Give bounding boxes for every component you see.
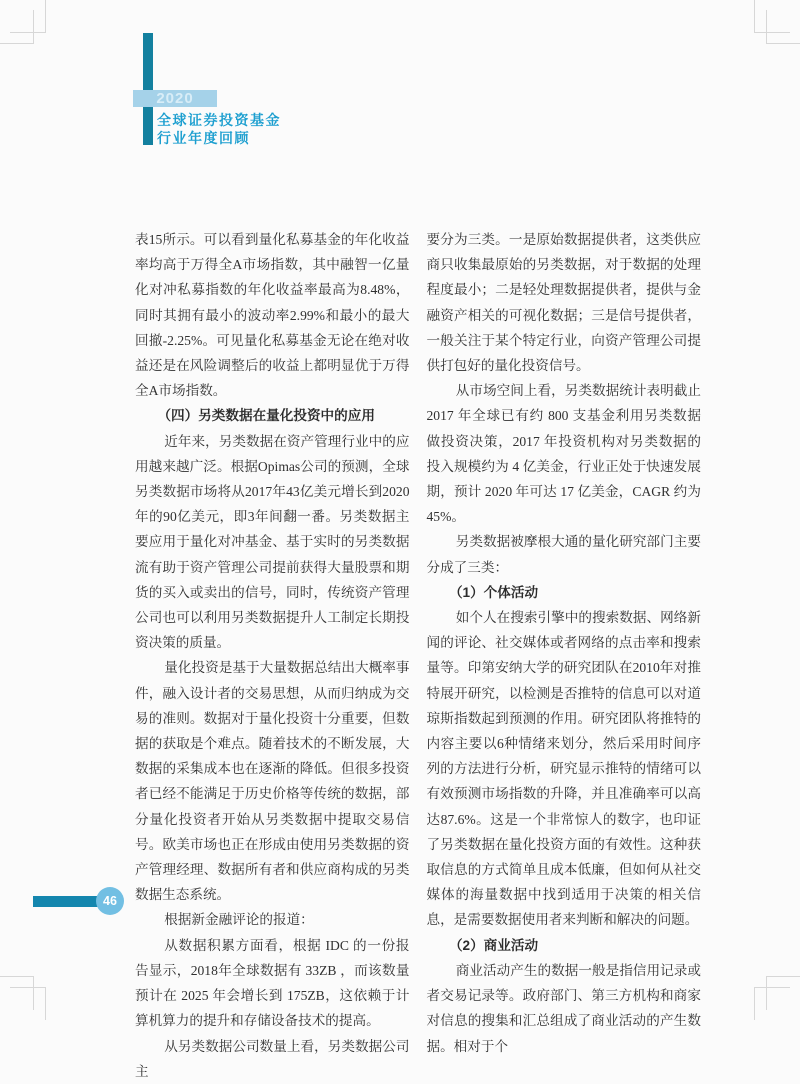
report-title-line1: 全球证券投资基金: [157, 112, 281, 128]
header-year: 2020: [156, 90, 194, 107]
header-year-box: [133, 90, 217, 107]
sub-heading: （2）商业活动: [448, 937, 539, 953]
paragraph: 从市场空间上看，另类数据统计表明截止 2017 年全球已有约 800 支基金利用另类数据做投资决策，2017 年投资机构对另类数据的投入规模约为 4 亿美金，行业正处于快速发展期，预计 2020 年可达 17 亿美金，CAGR 约为 45%。: [426, 383, 701, 525]
paragraph: 另类数据被摩根大通的量化研究部门主要分成了三类：: [426, 534, 701, 575]
paragraph: 如个人在搜索引擎中的搜索数据、网络新闻的评论、社交媒体或者网络的点击率和搜索量等。印第安纳大学的研究团队在2010年对推特展开研究，以检测是否推特的信息可以对道琼斯指数起到预测的作用。研究团队将推特的内容主要以6种情绪来划分，然后采用时间序列的方法进行分析，研究显示推特的情绪可以有效预测市场指数的升降，并且准确率可以高达87.6%。这是一个非常惊人的数字，也印证了另类数据在量化投资方面的有效性。这种获取信息的方式简单且成本低廉，但如何从社交媒体的海量数据中找到适用于决策的相关信息，是需要数据使用者来判断和解决的问题。: [426, 610, 701, 928]
page-number-badge: [96, 887, 124, 915]
page-number: 46: [103, 894, 117, 908]
paragraph: 根据新金融评论的报道：: [164, 912, 314, 928]
paragraph: 从另类数据公司数量上看，另类数据公司主: [135, 1038, 410, 1079]
paragraph: 近年来，另类数据在资产管理行业中的应用越来越广泛。根据Opimas公司的预测，全球另类数据市场将从2017年43亿美元增长到2020年的90亿美元，即3年间翻一番。另类数据主要应用于量化对冲基金、基于实时的另类数据流有助于资产管理公司提前获得大量股票和期货的买入或卖出的信号，同时，传统资产管理公司也可以利用另类数据提升人工制定长期投资决策的质量。: [135, 433, 410, 651]
crop-mark-top-right: [754, 0, 800, 46]
crop-mark-bottom-right: [754, 974, 800, 1020]
header-accent-bar: [143, 33, 153, 145]
section-heading: （四）另类数据在量化投资中的应用: [157, 408, 375, 424]
page-body: [135, 227, 701, 1079]
paragraph: 要分为三类。一是原始数据提供者，这类供应商只收集最原始的另类数据，对于数据的处理程度最小；二是轻处理数据提供者，提供与金融资产相关的可视化数据；三是信号提供者，一般关注于某个特定行业，向资产管理公司提供打包好的量化投资信号。: [426, 232, 701, 374]
crop-mark-top-left: [0, 0, 46, 46]
paragraph: 量化投资是基于大量数据总结出大概率事件，融入设计者的交易思想，从而归纳成为交易的准则。数据对于量化投资十分重要，但数据的获取是个难点。随着技术的不断发展，大数据的采集成本也在逐渐的降低。但很多投资者已经不能满足于历史价格等传统的数据，部分量化投资者开始从另类数据中提取交易信号。欧美市场也正在形成由使用另类数据的资产管理经理、数据所有者和供应商构成的另类数据生态系统。: [135, 660, 410, 903]
report-title-line2: 行业年度回顾: [157, 130, 250, 146]
sub-heading: （1）个体活动: [448, 584, 539, 600]
paragraph: 从数据积累方面看，根据 IDC 的一份报告显示，2018年全球数据有 33ZB ，而该数量预计在 2025 年会增长到 175ZB，这依赖于计算机算力的提升和存储设备技术的提高。: [135, 937, 410, 1029]
paragraph: 商业活动产生的数据一般是指信用记录或者交易记录等。政府部门、第三方机构和商家对信息的搜集和汇总组成了商业活动的产生数据。相对于个: [426, 962, 701, 1054]
left-column: [135, 227, 410, 1079]
right-column: [426, 227, 702, 1054]
paragraph: 表15所示。可以看到量化私募基金的年化收益率均高于万得全A市场指数，其中融智一亿量化对冲私募指数的年化收益率最高为8.48%，同时其拥有最小的波动率2.99%和最小的最大回撤-2.25%。可见量化私募基金无论在绝对收益还是在风险调整后的收益上都明显优于万得全A市场指数。: [135, 232, 410, 399]
crop-mark-bottom-left: [0, 974, 46, 1020]
